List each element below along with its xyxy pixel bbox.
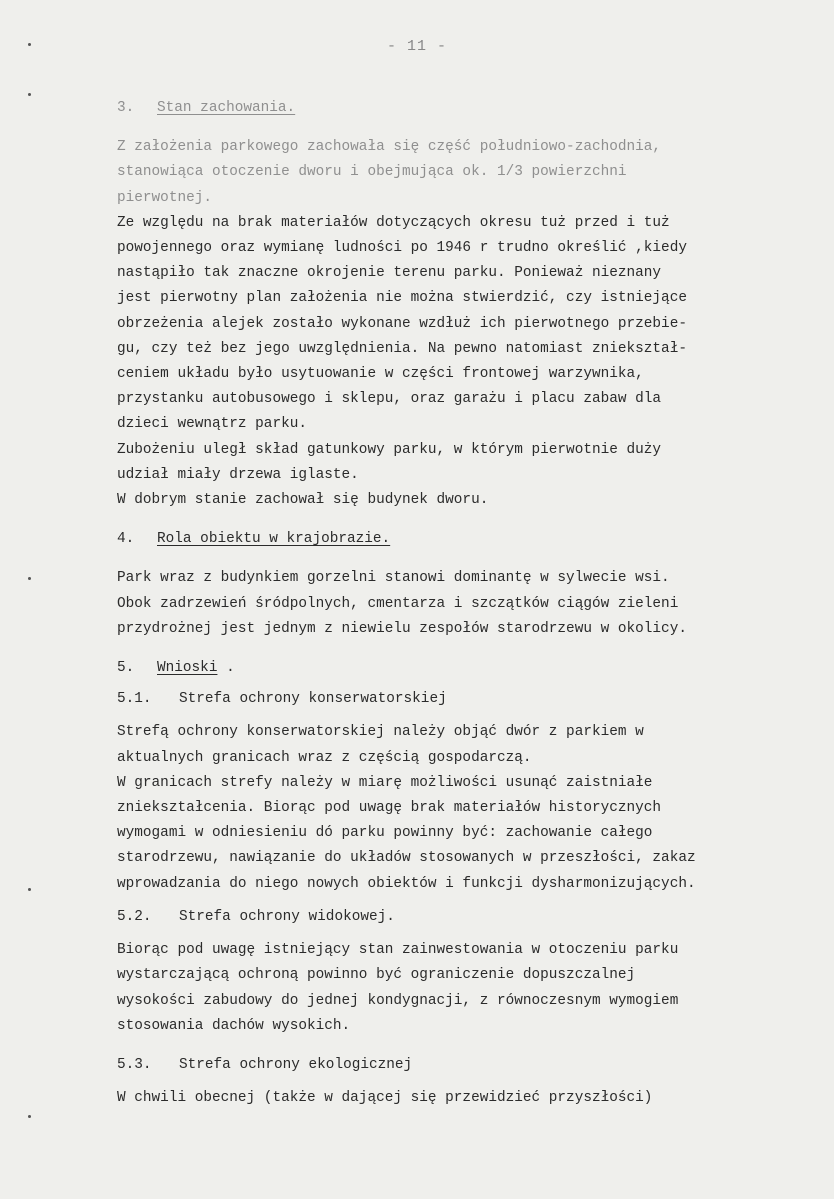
text-line: Zubożeniu uległ skład gatunkowy parku, w którym pierwotnie duży [117,441,662,458]
text-line: powojennego oraz wymianę ludności po 1946 r trudno określić ,kiedy [117,240,687,257]
text-line: Biorąc pod uwagę istniejący stan zainwestowania w otoczeniu parku [117,942,679,959]
subsection-5-3-heading [117,1053,777,1078]
text-line: udział miały drzewa iglaste. [117,466,359,483]
text-line: wprowadzania do niego nowych obiektów i funkcji dysharmonizujących. [117,875,696,892]
paragraph [117,566,777,642]
section-3-heading [117,96,777,121]
subsection-5-1-heading [117,687,777,712]
text-line: zniekształcenia. Biorąc pod uwagę brak materiałów historycznych [117,800,662,817]
subsection-number: 5.3. [117,1056,152,1073]
punch-mark [28,888,31,891]
subsection-number: 5.2. [117,908,152,925]
paragraph [117,938,777,1039]
punch-mark [28,1115,31,1118]
text-line: Ze względu na brak materiałów dotyczących okresu tuż przed i tuż [117,214,670,231]
subsection-number: 5.1. [117,691,152,708]
text-line: wymogami w odniesieniu dó parku powinny być: zachowanie całego [117,825,653,842]
punch-mark [28,93,31,96]
text-line: W chwili obecnej (także w dającej się przewidzieć przyszłości) [117,1090,653,1107]
text-line: gu, czy też bez jego uwzględnienia. Na pewno natomiast zniekształ- [117,340,687,357]
text-line: wysokości zabudowy do jednej kondygnacji, z równoczesnym wymogiem [117,992,679,1009]
text-line: dzieci wewnątrz parku. [117,416,307,433]
paragraph [117,135,777,211]
section-number: 5. [117,660,135,677]
text-line: aktualnych granicach wraz z częścią gospodarczą. [117,749,532,766]
document-body [117,96,777,1111]
paragraph [117,771,777,897]
text-line: Strefą ochrony konserwatorskiej należy objąć dwór z parkiem w [117,724,644,741]
text-line: wystarczającą ochroną powinno być ograniczenie dopuszczalnej [117,967,636,984]
text-line: W granicach strefy należy w miarę możliwości usunąć zaistniałe [117,774,653,791]
punch-mark [28,577,31,580]
paragraph [117,1086,777,1111]
text-line: przystanku autobusowego i sklepu, oraz garażu i placu zabaw dla [117,391,662,408]
text-line: Park wraz z budynkiem gorzelni stanowi dominantę w sylwecie wsi. [117,570,670,587]
text-line: nastąpiło tak znaczne okrojenie terenu parku. Ponieważ nieznany [117,265,662,282]
section-number: 4. [117,531,135,548]
text-line: W dobrym stanie zachował się budynek dworu. [117,492,489,509]
section-title-suffix: . [217,660,235,677]
page-number: - 11 - [386,38,447,55]
subsection-title: Strefa ochrony ekologicznej [179,1056,413,1073]
paragraph [117,438,777,488]
text-line: jest pierwotny plan założenia nie można stwierdzić, czy istniejące [117,290,687,307]
section-5-heading [117,656,777,681]
paragraph [117,720,777,770]
section-title: Wnioski [157,660,218,677]
text-line: ceniem układu było usytuowanie w części frontowej warzywnika, [117,366,644,383]
text-line: Z założenia parkowego zachowała się część południowo-zachodnia, [117,139,662,156]
subsection-5-2-heading [117,905,777,930]
text-line: stosowania dachów wysokich. [117,1017,351,1034]
section-number: 3. [117,100,135,116]
paragraph [117,211,777,438]
section-title: Rola obiektu w krajobrazie. [157,531,391,548]
text-line: pierwotnej. [117,189,212,206]
text-line: starodrzewu, nawiązanie do układów stosowanych w przeszłości, zakaz [117,850,696,867]
section-4-heading [117,527,777,552]
text-line: Obok zadrzewień śródpolnych, cmentarza i szczątków ciągów zieleni [117,595,679,612]
text-line: przydrożnej jest jednym z niewielu zespołów starodrzewu w okolicy. [117,620,687,637]
paragraph [117,488,777,513]
text-line: obrzeżenia alejek zostało wykonane wzdłuż ich pierwotnego przebie- [117,315,687,332]
section-title: Stan zachowania. [157,100,296,116]
subsection-title: Strefa ochrony konserwatorskiej [179,691,447,708]
subsection-title: Strefa ochrony widokowej. [179,908,395,925]
text-line: stanowiąca otoczenie dworu i obejmująca ok. 1/3 powierzchni [117,164,627,181]
